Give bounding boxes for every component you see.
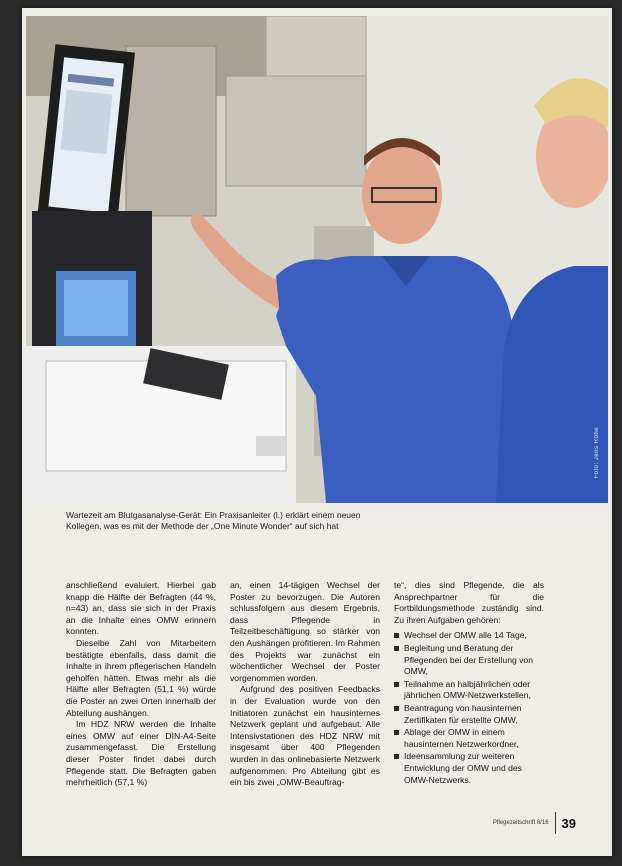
text-column-1	[66, 580, 216, 789]
paragraph: an, einen 14-tägigen Wechsel der Poster zu bevorzugen. Die Autoren schlussfolgern aus diesem Ergebnis, dass Pflegende in Teilzeitbeschäftigung so stärker von den Aushängen profitieren. Im Rahmen des Projekts war zunächst ein wöchentlicher Wechsel der Poster vorgenommen worden.	[230, 580, 380, 683]
paragraph: Aufgrund des positiven Feedbacks in der Evaluation wurde von den Initiatoren zunächst ein hausinternes Netzwerk geplant und aufgebaut. Alle Intensivstationen des HDZ NRW mit insgesamt über 400 Pflegenden wurden in das onlinebasierte Netzwerk aufgenommen. Pro Abteilung gibt es ein bis zwei „OMW-Beauftrag-	[230, 684, 380, 788]
footer-divider	[555, 812, 556, 834]
task-list	[394, 630, 544, 786]
list-item: Beantragung von hausinternen Zertifikaten für erstellte OMW,	[394, 703, 544, 726]
square-bullet-icon	[394, 730, 399, 735]
square-bullet-icon	[394, 633, 399, 638]
paragraph: Dieselbe Zahl von Mitarbeitern bestätigte ebenfalls, dass damit die Inhalte in ihrem pflegerischen Handeln geholfen hätten. Etwas mehr als die Hälfte aller Befragten (51,1 %) würde die Poster an zwei Orten innerhalb der Abteilung aushängen.	[66, 637, 216, 718]
magazine-name: Pflegezeitschrift 6/16	[492, 820, 549, 826]
page-number: 39	[561, 815, 576, 831]
list-item: Begleitung und Beratung der Pflegenden bei der Erstellung von OMW,	[394, 643, 544, 678]
text-column-2	[230, 580, 380, 789]
list-item: Wechsel der OMW alle 14 Tage,	[394, 630, 544, 642]
square-bullet-icon	[394, 646, 399, 651]
text-column-3	[394, 580, 544, 787]
magazine-page	[22, 8, 612, 856]
list-item: Ideensammlung zur weiteren Entwicklung der OMW und des OMW-Netzwerks.	[394, 751, 544, 786]
paragraph: anschließend evaluiert. Hierbei gab knapp die Hälfte der Befragten (44 %, n=43) an, dass sie sich in der Praxis an die Inhalte eines OMW erinnern konnten.	[66, 580, 216, 637]
photo-illustration	[26, 16, 608, 503]
photo-credit: Foto: Jens Röhe	[594, 427, 600, 479]
list-item: Teilnahme an halbjährlichen oder jährlichen OMW-Netzwerkstellen,	[394, 679, 544, 702]
list-item: Ablage der OMW in einem hausinternen Netzwerkordner,	[394, 727, 544, 750]
photo-caption: Wartezeit am Blutgasanalyse-Gerät: Ein Praxisanleiter (l.) erklärt einem neuen Kollegen, was es mit der Methode der „One Minute Wonder“ auf sich hat	[66, 510, 361, 531]
article-photo	[26, 16, 608, 503]
square-bullet-icon	[394, 754, 399, 759]
paragraph: te“, dies sind Pflegende, die als Ansprechpartner für die Fortbildungsmethode zuständig sind. Zu ihren Aufgaben gehören:	[394, 580, 544, 625]
square-bullet-icon	[394, 706, 399, 711]
page-footer	[493, 812, 576, 834]
article-body	[66, 580, 546, 820]
square-bullet-icon	[394, 682, 399, 687]
paragraph: Im HDZ NRW werden die Inhalte eines OMW auf einer DIN-A4-Seite zusammengefasst. Die Erstellung dieser Poster findet dabei durch Pflegende statt. Die Befragten gaben mehrheitlich (57,1 %)	[66, 719, 216, 788]
